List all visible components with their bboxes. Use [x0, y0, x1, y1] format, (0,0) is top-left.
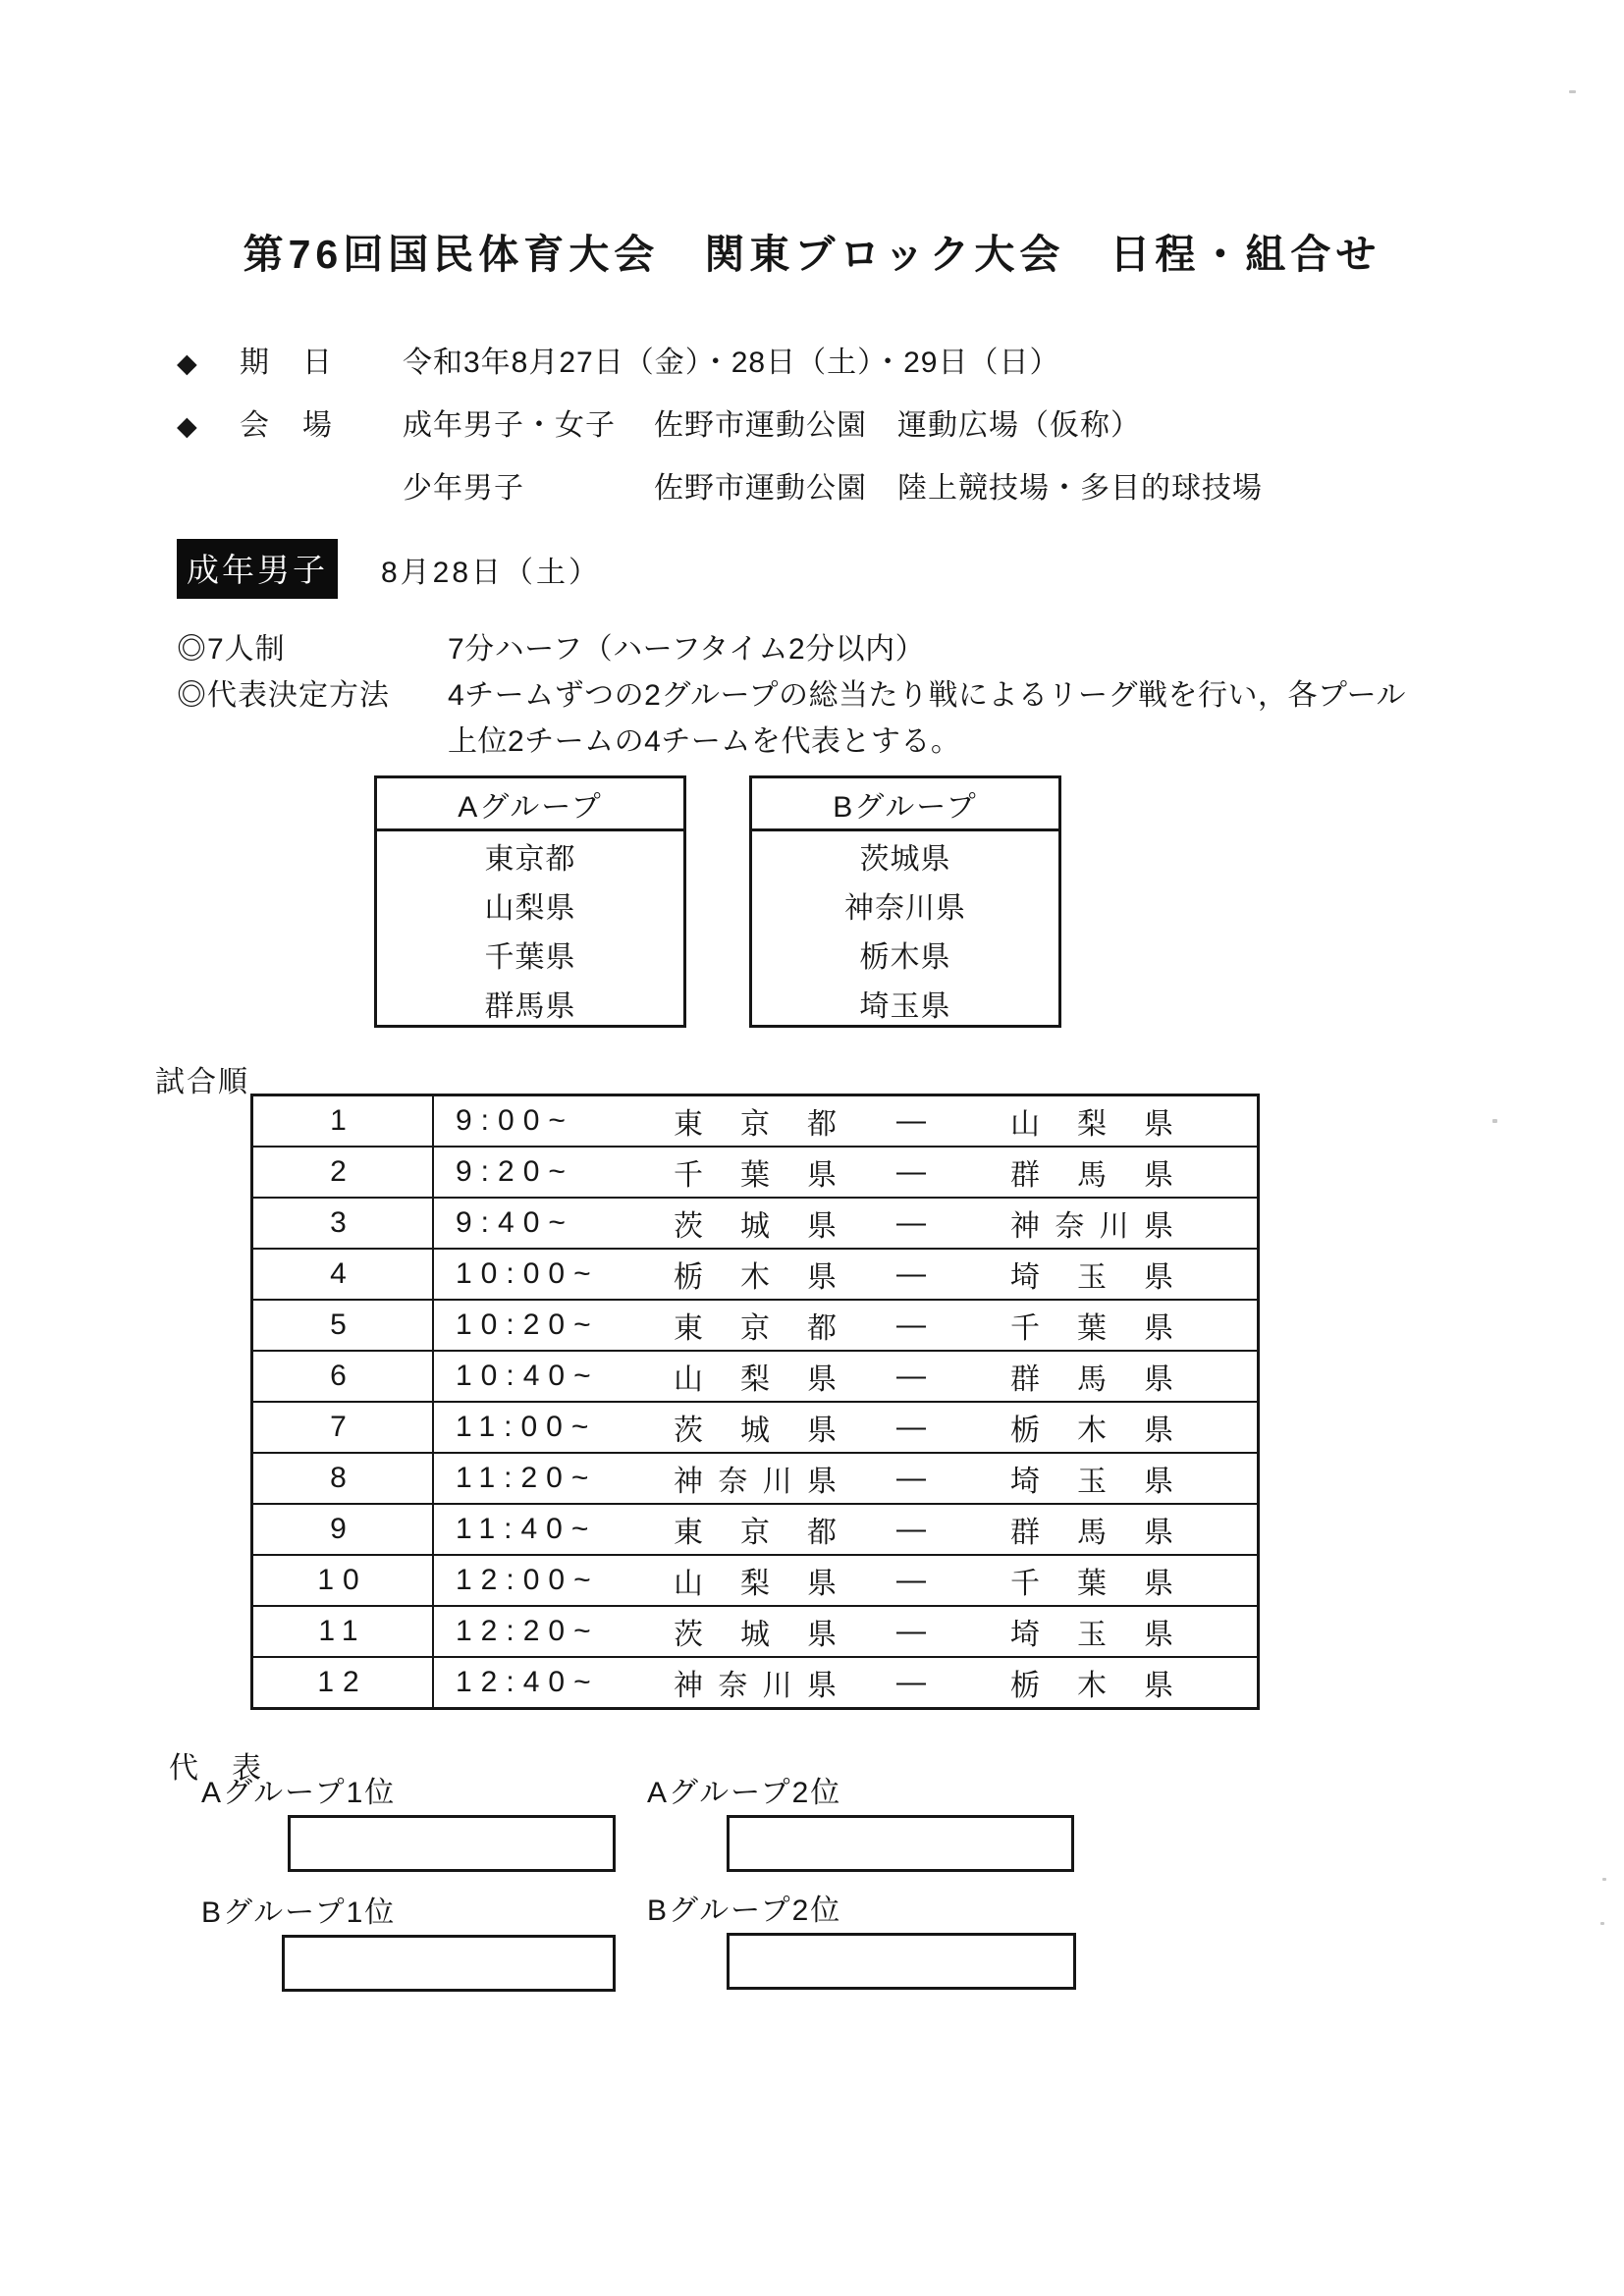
scan-artifact	[1600, 1922, 1604, 1925]
group-team: 山梨県	[484, 892, 576, 925]
match-away-team: 山梨県	[1010, 1108, 1173, 1141]
rep-box	[727, 1933, 1076, 1990]
rule-line	[177, 624, 1406, 666]
group-team: 千葉県	[484, 941, 576, 974]
match-number: 8	[252, 1453, 434, 1504]
match-number: 12	[252, 1657, 434, 1709]
match-row	[252, 1453, 1259, 1504]
rule-label: ◎代表決定方法	[177, 679, 390, 712]
section-title-badge: 成年男子	[177, 539, 338, 599]
rule-line	[177, 670, 1406, 712]
match-home-team: 栃木県	[674, 1261, 837, 1294]
rule-text: 上位2チームの4チームを代表とする。	[448, 725, 961, 758]
group-b-table	[749, 775, 1061, 1028]
rep-slot-label: Bグループ2位	[647, 1895, 842, 1927]
vs-dash: —	[896, 1564, 926, 1596]
match-away-team: 栃木県	[1010, 1670, 1173, 1702]
match-home-team: 山梨県	[674, 1568, 837, 1600]
match-time: 12:40~	[456, 1666, 600, 1698]
match-number: 3	[252, 1198, 434, 1249]
match-number: 10	[252, 1555, 434, 1606]
group-team: 群馬県	[484, 990, 576, 1023]
match-row	[252, 1351, 1259, 1402]
match-row	[252, 1606, 1259, 1657]
rule-text: 7分ハーフ（ハーフタイム2分以内）	[448, 633, 926, 666]
vs-dash: —	[896, 1104, 926, 1137]
match-row	[252, 1657, 1259, 1709]
date-label: 期 日	[240, 347, 334, 379]
match-home-team: 東京都	[674, 1312, 837, 1345]
match-time: 9:20~	[456, 1155, 574, 1188]
vs-dash: —	[896, 1462, 926, 1494]
rule-text: 4チームずつの2グループの総当たり戦によるリーグ戦を行い，各プール	[448, 679, 1406, 712]
match-time: 11:20~	[456, 1462, 598, 1494]
match-row	[252, 1095, 1259, 1148]
group-b-header: Bグループ	[752, 778, 1058, 831]
match-away-team: 群馬県	[1010, 1159, 1173, 1192]
rule-line	[177, 717, 1406, 758]
match-schedule-table	[250, 1094, 1260, 1710]
group-a-header: Aグループ	[377, 778, 683, 831]
group-a-table	[374, 775, 686, 1028]
venue-line-1	[177, 400, 1263, 442]
match-row	[252, 1198, 1259, 1249]
match-row	[252, 1249, 1259, 1300]
venue-label: 会 場	[240, 409, 334, 442]
rep-slot-b2	[647, 1896, 1076, 1990]
match-away-team: 群馬県	[1010, 1363, 1173, 1396]
representatives-label: 代 表	[169, 1752, 263, 1785]
match-number: 4	[252, 1249, 434, 1300]
event-info	[177, 338, 1263, 526]
match-away-team: 埼玉県	[1010, 1466, 1173, 1498]
match-home-team: 神奈川県	[674, 1670, 837, 1702]
match-row	[252, 1504, 1259, 1555]
rules-block	[177, 624, 1406, 763]
match-home-team: 千葉県	[674, 1159, 837, 1192]
rule-label: ◎7人制	[177, 633, 286, 666]
vs-dash: —	[896, 1411, 926, 1443]
rep-box	[282, 1935, 616, 1992]
schedule-label: 試合順	[155, 1066, 249, 1098]
date-value: 令和3年8月27日（金）・28日（土）・29日（日）	[403, 347, 1060, 379]
match-time: 9:00~	[456, 1104, 574, 1137]
vs-dash: —	[896, 1206, 926, 1239]
vs-dash: —	[896, 1308, 926, 1341]
match-row	[252, 1147, 1259, 1198]
match-away-team: 栃木県	[1010, 1415, 1173, 1447]
venue-category: 少年男子	[403, 472, 524, 505]
diamond-bullet-icon: ◆	[177, 411, 197, 441]
scan-artifact	[1492, 1119, 1497, 1123]
match-time: 11:00~	[456, 1411, 598, 1443]
section-date: 8月28日（土）	[381, 556, 602, 589]
scan-artifact	[1569, 90, 1576, 93]
match-time: 12:20~	[456, 1615, 600, 1647]
match-number: 2	[252, 1147, 434, 1198]
vs-dash: —	[896, 1666, 926, 1698]
match-away-team: 埼玉県	[1010, 1261, 1173, 1294]
match-home-team: 茨城県	[674, 1415, 837, 1447]
match-number: 6	[252, 1351, 434, 1402]
group-team: 神奈川県	[844, 892, 966, 925]
page-title: 第76回国民体育大会 関東ブロック大会 日程・組合せ	[243, 232, 1381, 277]
vs-dash: —	[896, 1155, 926, 1188]
venue-place: 佐野市運動公園 運動広場（仮称）	[654, 409, 1141, 442]
match-away-team: 千葉県	[1010, 1568, 1173, 1600]
venue-line-2	[177, 463, 1263, 505]
match-number: 7	[252, 1402, 434, 1453]
vs-dash: —	[896, 1257, 926, 1290]
venue-place: 佐野市運動公園 陸上競技場・多目的球技場	[654, 472, 1263, 505]
rule-label	[177, 717, 448, 750]
match-home-team: 茨城県	[674, 1619, 837, 1651]
match-time: 12:00~	[456, 1564, 600, 1596]
match-number: 1	[252, 1095, 434, 1148]
match-row	[252, 1555, 1259, 1606]
rep-slot-label: Bグループ1位	[201, 1896, 397, 1929]
section-header	[177, 539, 601, 599]
match-number: 9	[252, 1504, 434, 1555]
match-row	[252, 1402, 1259, 1453]
rep-slot-a2	[647, 1779, 1074, 1872]
vs-dash: —	[896, 1615, 926, 1647]
date-line	[177, 338, 1263, 379]
rep-slot-a1	[201, 1779, 616, 1872]
rep-slot-label: Aグループ2位	[647, 1777, 842, 1809]
diamond-bullet-icon: ◆	[177, 348, 197, 378]
rep-slot-label: Aグループ1位	[201, 1777, 397, 1809]
group-team: 栃木県	[859, 941, 951, 974]
match-time: 10:20~	[456, 1308, 600, 1341]
match-time: 10:40~	[456, 1360, 600, 1392]
group-team: 茨城県	[859, 843, 951, 876]
vs-dash: —	[896, 1360, 926, 1392]
match-home-team: 神奈川県	[674, 1466, 837, 1498]
match-number: 11	[252, 1606, 434, 1657]
venue-category: 成年男子・女子	[403, 409, 616, 442]
group-team: 東京都	[484, 843, 576, 876]
rep-box	[288, 1815, 616, 1872]
match-number: 5	[252, 1300, 434, 1351]
rep-box	[727, 1815, 1074, 1872]
match-away-team: 神奈川県	[1010, 1210, 1173, 1243]
scan-artifact	[1602, 1878, 1606, 1881]
match-time: 11:40~	[456, 1513, 598, 1545]
rep-slot-b1	[201, 1898, 616, 1992]
match-time: 10:00~	[456, 1257, 600, 1290]
match-home-team: 茨城県	[674, 1210, 837, 1243]
match-row	[252, 1300, 1259, 1351]
match-away-team: 埼玉県	[1010, 1619, 1173, 1651]
match-time: 9:40~	[456, 1206, 574, 1239]
vs-dash: —	[896, 1513, 926, 1545]
match-home-team: 東京都	[674, 1517, 837, 1549]
match-away-team: 千葉県	[1010, 1312, 1173, 1345]
match-away-team: 群馬県	[1010, 1517, 1173, 1549]
group-team: 埼玉県	[859, 990, 951, 1023]
match-home-team: 東京都	[674, 1108, 837, 1141]
match-home-team: 山梨県	[674, 1363, 837, 1396]
